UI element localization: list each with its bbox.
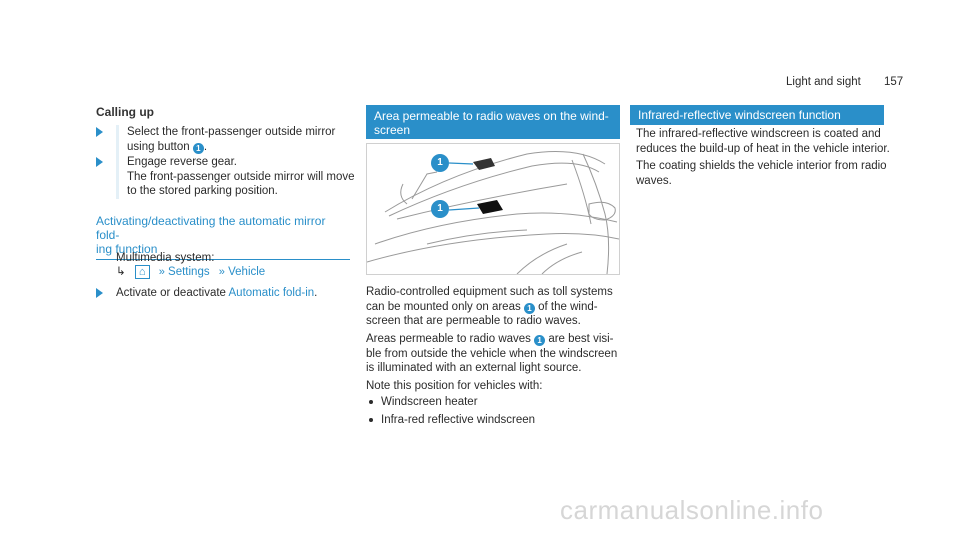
para-line: [366, 332, 622, 347]
para-text: of the wind-: [538, 300, 598, 313]
step-engage-reverse: [96, 155, 356, 201]
nav-path: [116, 265, 265, 280]
nav-arrow-icon: ↳: [116, 266, 126, 278]
para-line: screen that are permeable to radio waves.: [366, 315, 581, 327]
step-text: Engage reverse gear.: [127, 156, 237, 168]
para-line: is illuminated with an external light source.: [366, 362, 582, 374]
step-arrow-icon: [96, 288, 103, 298]
para-text: can be mounted only on areas: [366, 300, 521, 313]
step-text: Select the front-passenger outside mirror: [127, 126, 336, 138]
radio-header-line2: screen: [374, 123, 411, 137]
step-arrow-icon: [96, 127, 103, 137]
fold-title-line1: Activating/deactivating the automatic mirror fold-: [96, 214, 326, 242]
automatic-fold-in-link[interactable]: Automatic fold-in: [228, 287, 315, 299]
para-text: are best visi-: [548, 333, 614, 345]
radio-header-line1: Area permeable to radio waves on the wind-: [374, 109, 609, 123]
nav-settings[interactable]: Settings: [168, 266, 210, 278]
para-line: ble from outside the vehicle when the windscreen: [366, 347, 618, 360]
home-icon[interactable]: ⌂: [135, 265, 150, 279]
callout-badge: 1: [193, 143, 204, 154]
watermark: carmanualsonline.info: [560, 495, 824, 525]
para-line: The infrared-reflective windscreen is coated and: [636, 128, 881, 140]
list-item: Infra-red reflective windscreen: [366, 413, 622, 428]
para-text: Areas permeable to radio waves: [366, 333, 531, 345]
list-item: Windscreen heater: [366, 395, 622, 410]
radio-paragraph-1: [366, 285, 622, 329]
para-line: reduces the build-up of heat in the vehicle interior.: [636, 142, 890, 155]
infrared-paragraph-1: [636, 127, 890, 156]
image-callout-badge: 1: [431, 200, 449, 218]
callout-badge: 1: [534, 335, 545, 346]
page-section-title: Light and sight: [786, 76, 861, 88]
step-text-prefix: using button: [127, 140, 190, 153]
fold-title-line2: ing function: [96, 242, 158, 256]
step-text-line2: The front-passenger outside mirror will move: [127, 170, 355, 183]
step-select-mirror: [96, 125, 356, 157]
windscreen-drawing: [367, 144, 619, 274]
image-callout-badge: 1: [431, 154, 449, 172]
para-line: [366, 300, 622, 315]
radio-paragraph-2: [366, 332, 622, 376]
infrared-header: Infrared-reflective windscreen function: [630, 105, 884, 125]
step-text-suffix: .: [314, 287, 318, 299]
double-chevron-icon: »: [218, 266, 225, 278]
step-text: [116, 286, 317, 301]
vehicle-bullet-list: [366, 395, 622, 427]
nav-vehicle[interactable]: Vehicle: [228, 266, 266, 278]
radio-paragraph-3: Note this position for vehicles with:: [366, 380, 543, 392]
windscreen-illustration: [366, 143, 620, 275]
step-activate-fold: [96, 286, 356, 304]
step-text-suffix: .: [203, 140, 208, 153]
step-text-line2: [127, 140, 335, 155]
calling-up-title: Calling up: [96, 105, 154, 119]
para-line: Radio-controlled equipment such as toll systems: [366, 286, 613, 298]
step-arrow-icon: [96, 157, 103, 167]
radio-area-header: [366, 105, 620, 139]
double-chevron-icon: »: [158, 266, 165, 278]
multimedia-label: Multimedia system:: [116, 252, 215, 264]
para-line: The coating shields the vehicle interior from radio: [636, 160, 887, 172]
infrared-paragraph-2: [636, 159, 890, 188]
para-line: waves.: [636, 174, 672, 187]
page-number: 157: [884, 76, 904, 88]
step-text-prefix: Activate or deactivate: [116, 287, 226, 299]
callout-badge: 1: [524, 303, 535, 314]
step-text-line3: to the stored parking position.: [127, 185, 278, 197]
